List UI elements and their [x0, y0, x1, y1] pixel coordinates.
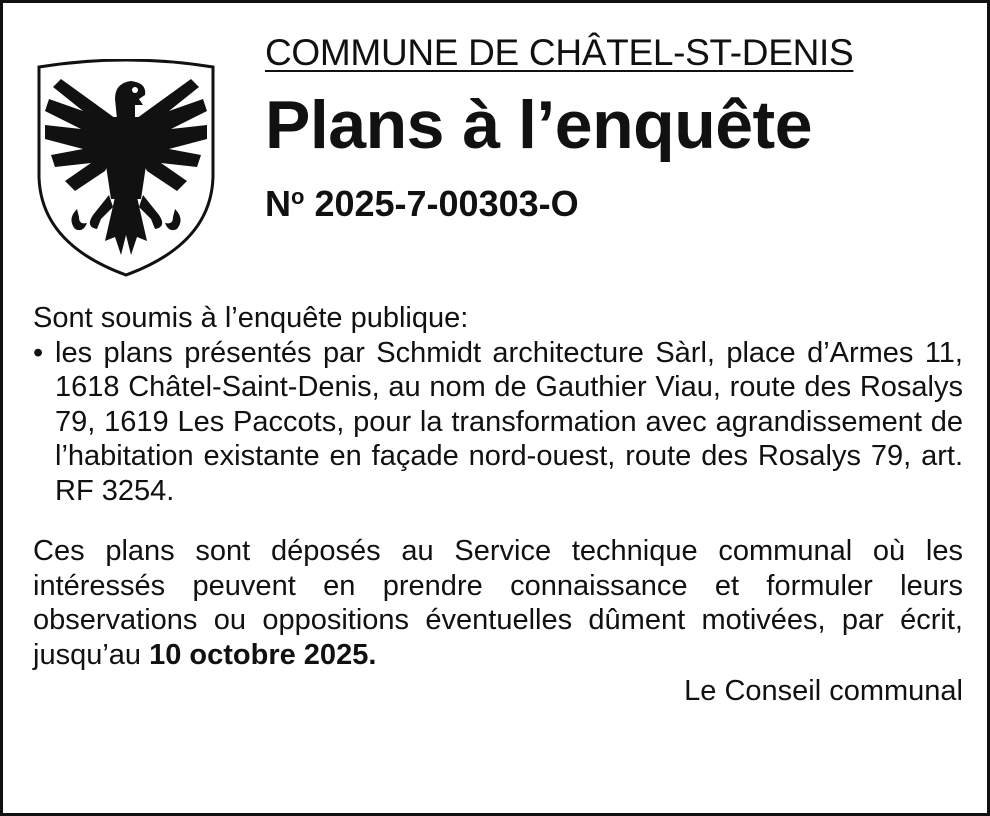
- deadline-date: 10 octobre 2025: [149, 638, 369, 671]
- deadline-period: .: [368, 638, 377, 671]
- notice-body: [33, 301, 963, 709]
- number-value: 2025-7-00303-O: [304, 183, 579, 224]
- list-item: [33, 336, 963, 509]
- bullet-icon: •: [33, 336, 44, 369]
- eagle-coat-of-arms-icon: [31, 59, 221, 281]
- plan-description: les plans présentés par Schmidt architecture Sàrl, place d’Armes 11, 1618 Châtel-Saint-Denis, au nom de Gauthier Viau, route des Rosalys 79, 1619 Les Paccots, pour la transformation avec agrandissement de l’habitation existante en façade nord-ouest, route des Rosalys 79, art. RF 3254.: [55, 336, 963, 507]
- number-superscript: o: [291, 184, 305, 209]
- notice-header: [265, 31, 965, 224]
- commune-name: COMMUNE DE CHÂTEL-ST-DENIS: [265, 32, 854, 73]
- notice-number: [265, 177, 965, 224]
- deposit-paragraph: [33, 534, 963, 672]
- deposit-text: Ces plans sont déposés au Service technique communal où les intéressés peuvent en prendre connaissance et formuler leurs observations ou oppositions éventuelles dûment motivées, par écrit, jusqu’au: [33, 535, 963, 671]
- number-prefix: N: [265, 183, 291, 224]
- intro-text: Sont soumis à l’enquête publique:: [33, 302, 469, 334]
- signature: Le Conseil communal: [684, 675, 963, 707]
- notice-title: Plans à l’enquête: [265, 87, 813, 163]
